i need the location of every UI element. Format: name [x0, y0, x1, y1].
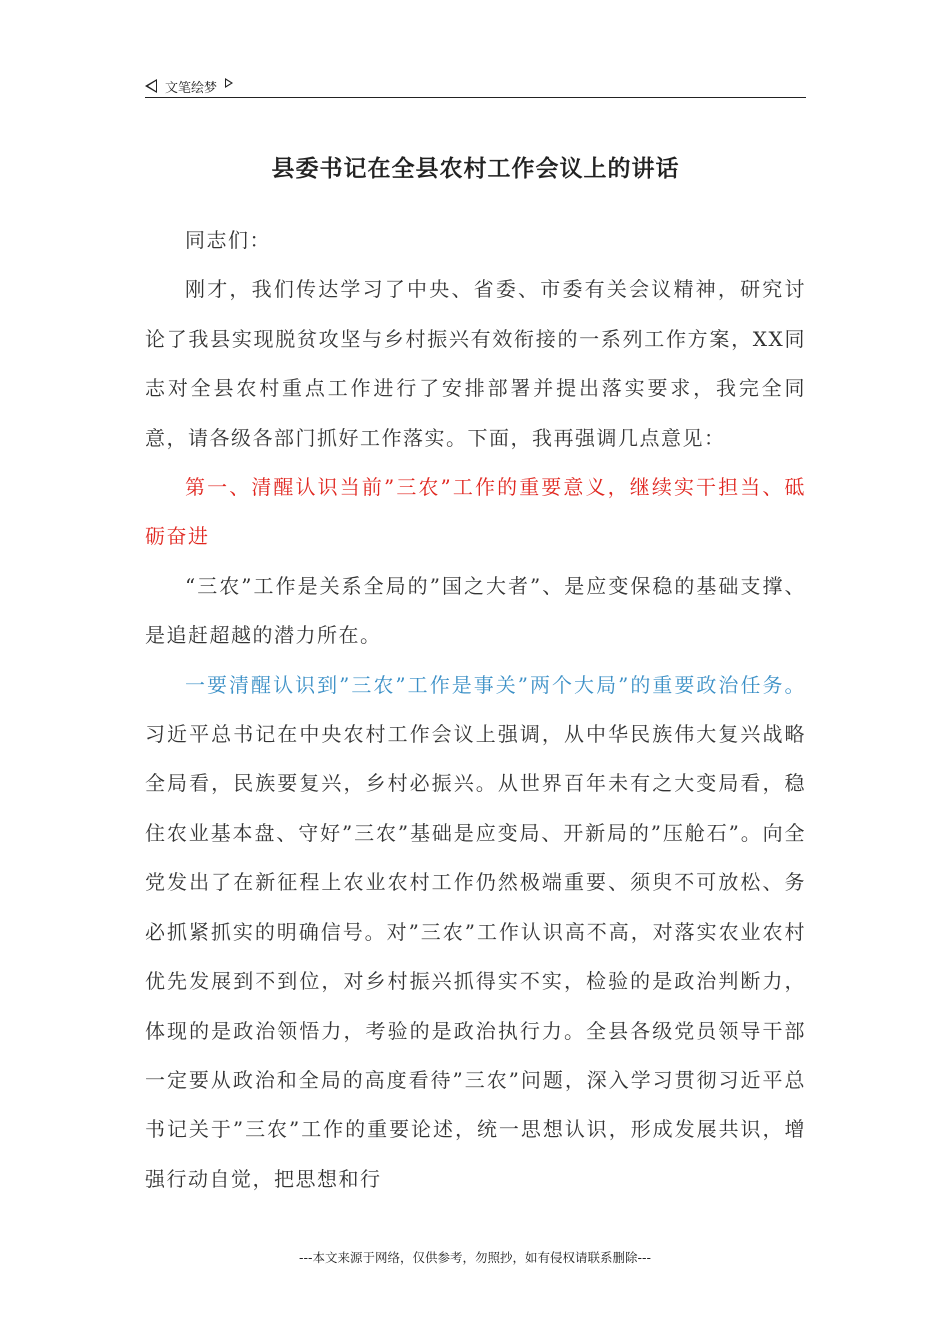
triangle-right-icon: [225, 78, 233, 88]
paragraph-intro: 刚才，我们传达学习了中央、省委、市委有关会议精神，研究讨论了我县实现脱贫攻坚与乡村振兴有效衔接的一系列工作方案，XX同志对全县农村重点工作进行了安排部署并提出落实要求，我完全同意，请各级各部门抓好工作落实。下面，我再强调几点意见：: [145, 277, 806, 450]
point-body: 习近平总书记在中央农村工作会议上强调，从中华民族伟大复兴战略全局看，民族要复兴，乡村必振兴。从世界百年未有之大变局看，稳住农业基本盘、守好”三农”基础是应变局、开新局的”压舱石”。向全党发出了在新征程上农业农村工作仍然极端重要、须臾不可放松、务必抓紧抓实的明确信号。对”三农”工作认识高不高，对落实农业农村优先发展到不到位，对乡村振兴抓得实不实，检验的是政治判断力，体现的是政治领悟力，考验的是政治执行力。全县各级党员领导干部一定要从政治和全局的高度看待”三农”问题，深入学习贯彻习近平总书记关于”三农”工作的重要论述，统一思想认识，形成发展共识，增强行动自觉，把思想和行: [145, 722, 806, 1191]
document-title: 县委书记在全县农村工作会议上的讲话: [271, 155, 680, 182]
header-divider: [145, 97, 806, 98]
section-heading: 第一、清醒认识当前”三农”工作的重要意义，继续实干担当、砥砺奋进: [145, 475, 806, 549]
triangle-left-icon: [145, 79, 157, 93]
paragraph-summary: “三农”工作是关系全局的”国之大者”、是应变保稳的基础支撑、是追赶超越的潜力所在。: [145, 573, 806, 648]
footer-notice: ---本文来源于网络，仅供参考，勿照抄，如有侵权请联系删除---: [298, 1250, 652, 1265]
salutation: 同志们：: [185, 228, 271, 252]
paragraph-point-one: [145, 661, 806, 1204]
document-body: [145, 216, 806, 1204]
page-header: [145, 74, 806, 98]
header-brand: 文笔绘梦: [165, 80, 218, 96]
point-lead: 一要清醒认识到”三农”工作是事关”两个大局”的重要政治任务。: [185, 672, 806, 697]
